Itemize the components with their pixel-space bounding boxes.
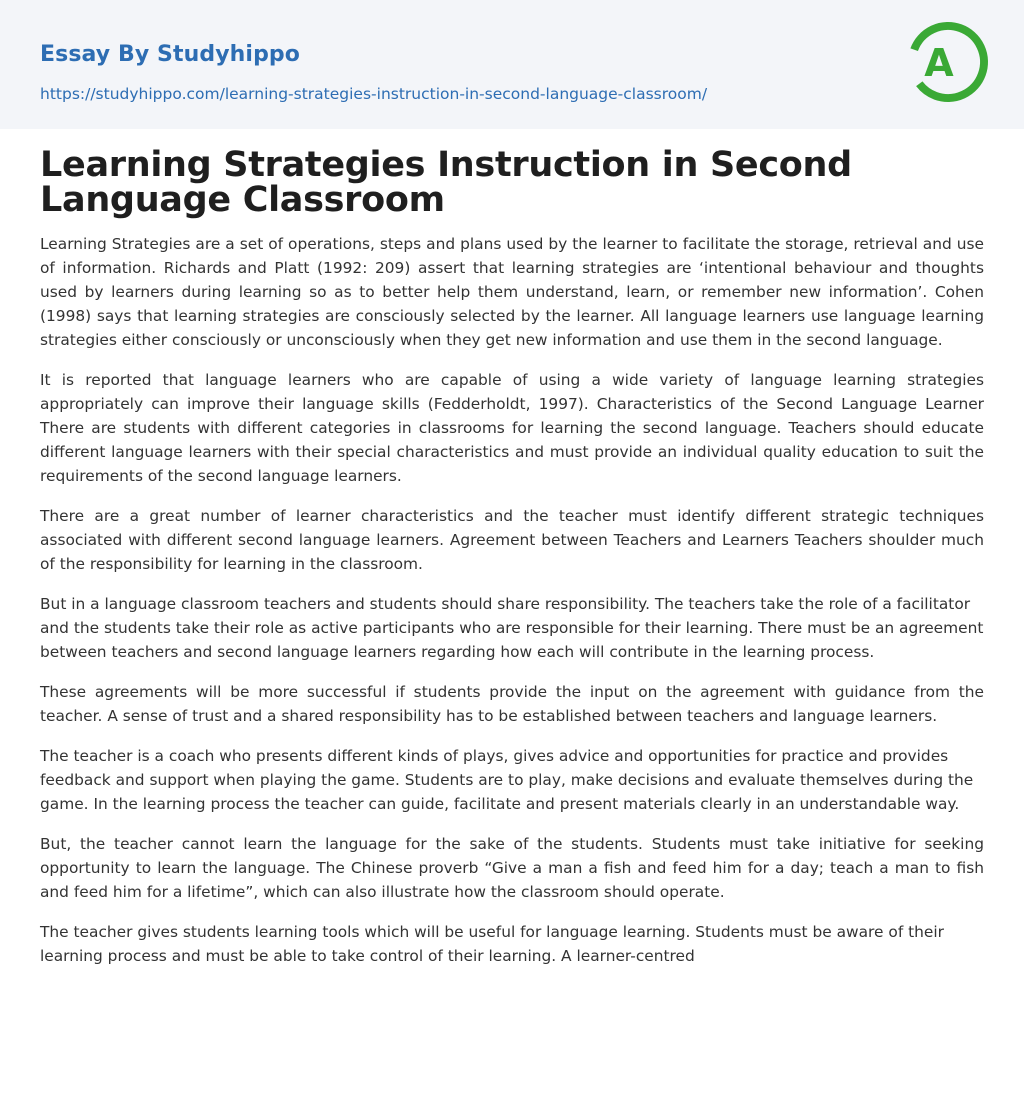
site-brand[interactable]: Essay By Studyhippo [40,42,300,67]
logo-letter: A [924,41,954,85]
article-paragraph-1: Learning Strategies are a set of operations, steps and plans used by the learner to facilitate the storage, retrieval and use of information. Richards and Platt (1992: 209) assert that learning strategies are ‘intentional behaviour and thoughts used by learners during learning so as to better help them understand, learn, or remember new information’. Cohen (1998) says that learning strategies are consciously selected by the learner. All language learners use language learning strategies either consciously or unconsciously when they get new information and use them in the second language. [40,235,984,349]
site-header [0,0,1024,129]
article [40,145,984,984]
studyhippo-logo-icon[interactable] [906,20,990,104]
article-paragraph-4: But in a language classroom teachers and students should share responsibility. The teachers take the role of a facilitator and the students take their role as active participants who are responsible for their learning. There must be an agreement between teachers and second language learners regarding how each will contribute in the learning process. [40,595,984,661]
page-url-link[interactable]: https://studyhippo.com/learning-strategies-instruction-in-second-language-classroom/ [40,85,708,103]
article-title: Learning Strategies Instruction in Second Language Classroom [40,145,852,220]
article-paragraph-3: There are a great number of learner characteristics and the teacher must identify different strategic techniques associated with different second language learners. Agreement between Teachers and Learners Teachers shoulder much of the responsibility for learning in the classroom. [40,507,984,573]
article-paragraph-5: These agreements will be more successful if students provide the input on the agreement with guidance from the teacher. A sense of trust and a shared responsibility has to be established between teachers and language learners. [40,683,984,725]
article-paragraph-2: It is reported that language learners who are capable of using a wide variety of language learning strategies appropriately can improve their language skills (Fedderholdt, 1997). Characteristics of the Second Language Learner There are students with different categories in classrooms for learning the second language. Teachers should educate different language learners with their special characteristics and must provide an individual quality education to suit the requirements of the second language learners. [40,371,984,485]
article-paragraph-8: The teacher gives students learning tools which will be useful for language learning. Students must be aware of their learning process and must be able to take control of their learning. A learner-centred [40,923,944,965]
article-paragraph-6: The teacher is a coach who presents different kinds of plays, gives advice and opportunities for practice and provides feedback and support when playing the game. Students are to play, make decisions and evaluate themselves during the game. In the learning process the teacher can guide, facilitate and present materials clearly in an understandable way. [40,747,974,813]
article-paragraph-7: But, the teacher cannot learn the language for the sake of the students. Students must take initiative for seeking opportunity to learn the language. The Chinese proverb “Give a man a fish and feed him for a day; teach a man to fish and feed him for a lifetime”, which can also illustrate how the classroom should operate. [40,835,984,901]
